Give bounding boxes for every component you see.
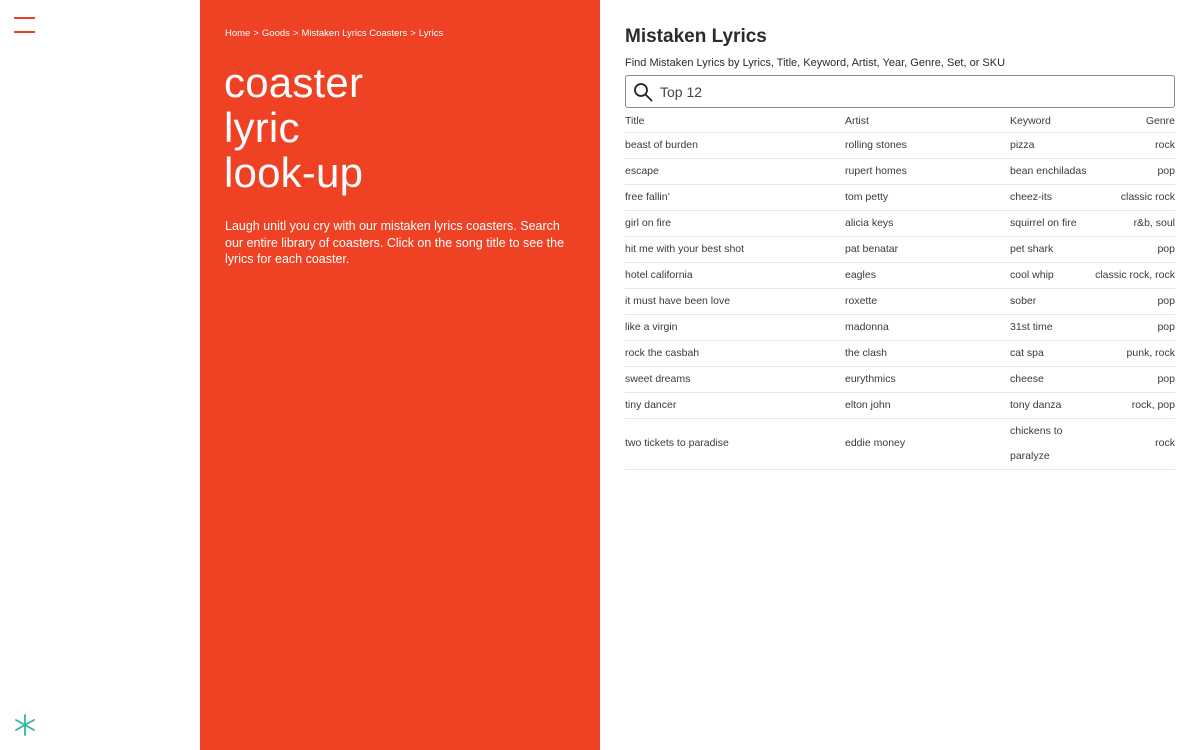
song-title-link[interactable]: hotel california	[625, 262, 845, 288]
song-title-link[interactable]: hit me with your best shot	[625, 236, 845, 262]
keyword-cell: tony danza	[1010, 392, 1095, 418]
genre-cell: pop	[1095, 366, 1175, 392]
song-title-link[interactable]: it must have been love	[625, 288, 845, 314]
keyword-cell: cat spa	[1010, 340, 1095, 366]
genre-cell: rock	[1095, 418, 1175, 469]
artist-cell: rolling stones	[845, 132, 1010, 158]
keyword-cell: cheez-its	[1010, 184, 1095, 210]
column-header-artist[interactable]: Artist	[845, 110, 1010, 132]
song-title-link[interactable]: girl on fire	[625, 210, 845, 236]
asterisk-logo-icon[interactable]	[13, 713, 37, 737]
table-row	[625, 184, 1175, 210]
artist-cell: the clash	[845, 340, 1010, 366]
table-row	[625, 418, 1175, 469]
table-row	[625, 236, 1175, 262]
left-rail	[0, 0, 200, 750]
keyword-cell: chickens to paralyze	[1010, 418, 1095, 469]
artist-cell: roxette	[845, 288, 1010, 314]
song-title-link[interactable]: two tickets to paradise	[625, 418, 845, 469]
table-row	[625, 366, 1175, 392]
breadcrumb-separator: >	[410, 28, 416, 39]
keyword-cell: bean enchiladas	[1010, 158, 1095, 184]
search-icon	[633, 82, 653, 102]
genre-cell: classic rock, rock	[1095, 262, 1175, 288]
breadcrumb-separator: >	[253, 28, 259, 39]
artist-cell: eagles	[845, 262, 1010, 288]
breadcrumb-goods[interactable]: Goods	[261, 28, 290, 39]
table-row	[625, 392, 1175, 418]
breadcrumb-separator: >	[292, 28, 299, 39]
genre-cell: pop	[1095, 288, 1175, 314]
song-title-link[interactable]: sweet dreams	[625, 366, 845, 392]
keyword-cell: cheese	[1010, 366, 1095, 392]
artist-cell: eurythmics	[845, 366, 1010, 392]
artist-cell: eddie money	[845, 418, 1010, 469]
table-row	[625, 314, 1175, 340]
genre-cell: punk, rock	[1095, 340, 1175, 366]
table-row	[625, 132, 1175, 158]
hero-panel	[200, 0, 600, 750]
lyrics-table	[625, 110, 1175, 470]
column-header-genre[interactable]: Genre	[1095, 110, 1175, 132]
keyword-cell: pizza	[1010, 132, 1095, 158]
breadcrumb-lyrics[interactable]: Lyrics	[418, 28, 444, 39]
song-title-link[interactable]: like a virgin	[625, 314, 845, 340]
page-title: Mistaken Lyrics	[625, 26, 767, 47]
genre-cell: rock	[1095, 132, 1175, 158]
table-row	[625, 158, 1175, 184]
table-row	[625, 262, 1175, 288]
keyword-cell: pet shark	[1010, 236, 1095, 262]
genre-cell: rock, pop	[1095, 392, 1175, 418]
keyword-cell: sober	[1010, 288, 1095, 314]
hero-title-line: coaster	[224, 59, 364, 106]
artist-cell: alicia keys	[845, 210, 1010, 236]
artist-cell: pat benatar	[845, 236, 1010, 262]
keyword-cell: squirrel on fire	[1010, 210, 1095, 236]
breadcrumb-home[interactable]: Home	[225, 28, 251, 39]
artist-cell: tom petty	[845, 184, 1010, 210]
genre-cell: r&b, soul	[1095, 210, 1175, 236]
breadcrumb	[225, 28, 443, 39]
keyword-cell: 31st time	[1010, 314, 1095, 340]
keyword-cell: cool whip	[1010, 262, 1095, 288]
genre-cell: pop	[1095, 236, 1175, 262]
genre-cell: classic rock	[1095, 184, 1175, 210]
search-box[interactable]	[625, 75, 1175, 108]
song-title-link[interactable]: beast of burden	[625, 132, 845, 158]
artist-cell: elton john	[845, 392, 1010, 418]
table-row	[625, 340, 1175, 366]
column-header-title[interactable]: Title	[625, 110, 845, 132]
hero-description: Laugh unitl you cry with our mistaken lyrics coasters. Search our entire library of coasters. Click on the song title to see the lyrics for each coaster.	[225, 219, 565, 266]
hero-title-line: look-up	[224, 149, 364, 196]
search-instructions: Find Mistaken Lyrics by Lyrics, Title, Keyword, Artist, Year, Genre, Set, or SKU	[625, 57, 1006, 69]
song-title-link[interactable]: tiny dancer	[625, 392, 845, 418]
search-input[interactable]	[660, 80, 1160, 104]
song-title-link[interactable]: rock the casbah	[625, 340, 845, 366]
hero-title-line: lyric	[224, 104, 300, 151]
hero-title	[224, 60, 363, 195]
artist-cell: rupert homes	[845, 158, 1010, 184]
breadcrumb-mistaken-lyrics-coasters[interactable]: Mistaken Lyrics Coasters	[301, 28, 408, 39]
column-header-keyword[interactable]: Keyword	[1010, 110, 1095, 132]
genre-cell: pop	[1095, 314, 1175, 340]
table-row	[625, 288, 1175, 314]
artist-cell: madonna	[845, 314, 1010, 340]
table-row	[625, 210, 1175, 236]
song-title-link[interactable]: escape	[625, 158, 845, 184]
hamburger-menu-icon[interactable]	[14, 17, 36, 35]
genre-cell: pop	[1095, 158, 1175, 184]
song-title-link[interactable]: free fallin’	[625, 184, 845, 210]
table-header-row	[625, 110, 1175, 132]
